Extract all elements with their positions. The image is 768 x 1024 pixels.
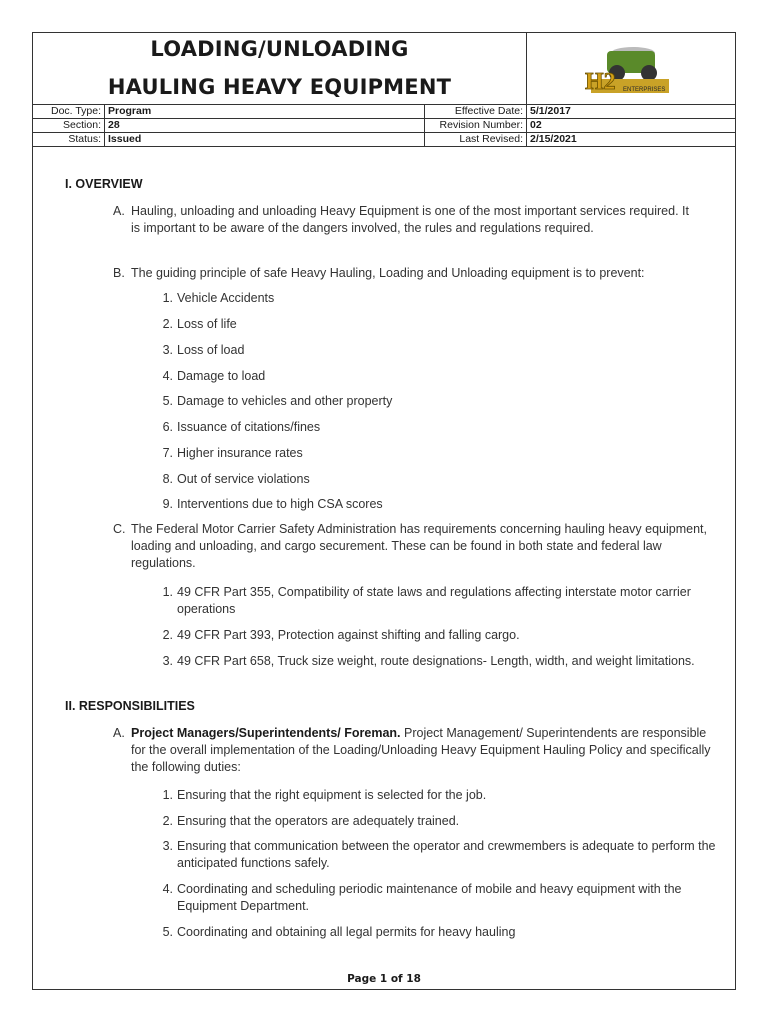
list-item: 3. Ensuring that communication between the operator and crewmembers is adequate to perform the anticipated functions safely.: [162, 839, 716, 870]
document-page: [32, 32, 736, 990]
revision-value: 02: [530, 119, 542, 131]
list-item: 2. Loss of life: [162, 317, 237, 331]
list-item: 7. Higher insurance rates: [162, 446, 303, 460]
page-number: Page 1 of 18: [347, 973, 421, 985]
overview-a-label: A.: [113, 204, 125, 218]
logo-subtext: ENTERPRISES: [623, 87, 666, 93]
list-item: 5. Damage to vehicles and other property: [162, 394, 393, 408]
document-title-line2: HAULING HEAVY EQUIPMENT: [107, 75, 452, 99]
effective-date-label: Effective Date:: [425, 105, 527, 118]
overview-c-label: C.: [113, 522, 126, 536]
list-item: 9. Interventions due to high CSA scores: [162, 497, 383, 511]
list-item: 4. Coordinating and scheduling periodic maintenance of mobile and heavy equipment with the Equipment Department.: [162, 882, 682, 913]
meta-row-3: [33, 133, 735, 147]
overview-para-c: [113, 521, 711, 572]
overview-b-label: B.: [113, 266, 125, 280]
company-logo: [527, 33, 735, 105]
status-value: Issued: [105, 133, 425, 146]
last-revised-value: 2/15/2021: [530, 133, 577, 145]
list-item: 1. 49 CFR Part 355, Compatibility of state laws and regulations affecting interstate motor carrier operations: [162, 585, 691, 616]
overview-b-text: The guiding principle of safe Heavy Hauling, Loading and Unloading equipment is to prevent:: [131, 266, 645, 280]
list-item: 3. Loss of load: [162, 343, 245, 357]
list-item: 1. Vehicle Accidents: [162, 291, 275, 305]
list-item: 2. Ensuring that the operators are adequately trained.: [162, 814, 460, 828]
doc-type-label: Doc. Type:: [33, 105, 105, 118]
list-item: 2. 49 CFR Part 393, Protection against shifting and falling cargo.: [162, 628, 520, 642]
doc-type-value: Program: [105, 105, 425, 118]
responsibilities-a-label: A.: [113, 726, 125, 740]
list-item: 3. 49 CFR Part 658, Truck size weight, route designations- Length, width, and weight limitations.: [162, 654, 695, 668]
overview-c-text: The Federal Motor Carrier Safety Administration has requirements concerning hauling heavy equipment, loading and unloading, and cargo securement. These can be found in both state and federal law regulations.: [131, 522, 707, 570]
list-item: 6. Issuance of citations/fines: [162, 420, 321, 434]
responsibilities-a-bold: Project Managers/Superintendents/ Foreman.: [131, 726, 401, 740]
last-revised-label: Last Revised:: [425, 133, 527, 146]
document-title-line1: LOADING/UNLOADING: [150, 37, 409, 61]
status-label: Status:: [33, 133, 105, 146]
overview-heading: I. OVERVIEW: [65, 177, 143, 191]
overview-a-text: Hauling, unloading and unloading Heavy Equipment is one of the most important services required. It is important to be aware of the dangers involved, the rules and regulations required.: [131, 204, 689, 235]
responsibilities-heading: II. RESPONSIBILITIES: [65, 699, 195, 713]
list-item: 8. Out of service violations: [162, 472, 310, 486]
list-item: 5. Coordinating and obtaining all legal permits for heavy hauling: [162, 925, 516, 939]
logo-h2-text: H2: [585, 69, 616, 95]
meta-row-2: [33, 119, 735, 133]
meta-row-1: [33, 105, 735, 119]
overview-para-a: [113, 203, 691, 237]
effective-date-value: 5/1/2017: [530, 105, 571, 117]
responsibilities-a-text: Project Management/ Superintendents are responsible for the overall implementation of the Loading/Unloading Heavy Equipment Hauling Policy and specifically the following duties:: [131, 726, 711, 774]
list-item: 1. Ensuring that the right equipment is selected for the job.: [162, 788, 487, 802]
title-cell: [33, 33, 527, 105]
section-value: 28: [105, 119, 425, 132]
overview-para-b: [113, 265, 711, 282]
revision-label: Revision Number:: [425, 119, 527, 132]
responsibilities-para-a: [113, 725, 711, 776]
list-item: 4. Damage to load: [162, 369, 266, 383]
section-label: Section:: [33, 119, 105, 132]
logo-cell: [527, 33, 735, 105]
